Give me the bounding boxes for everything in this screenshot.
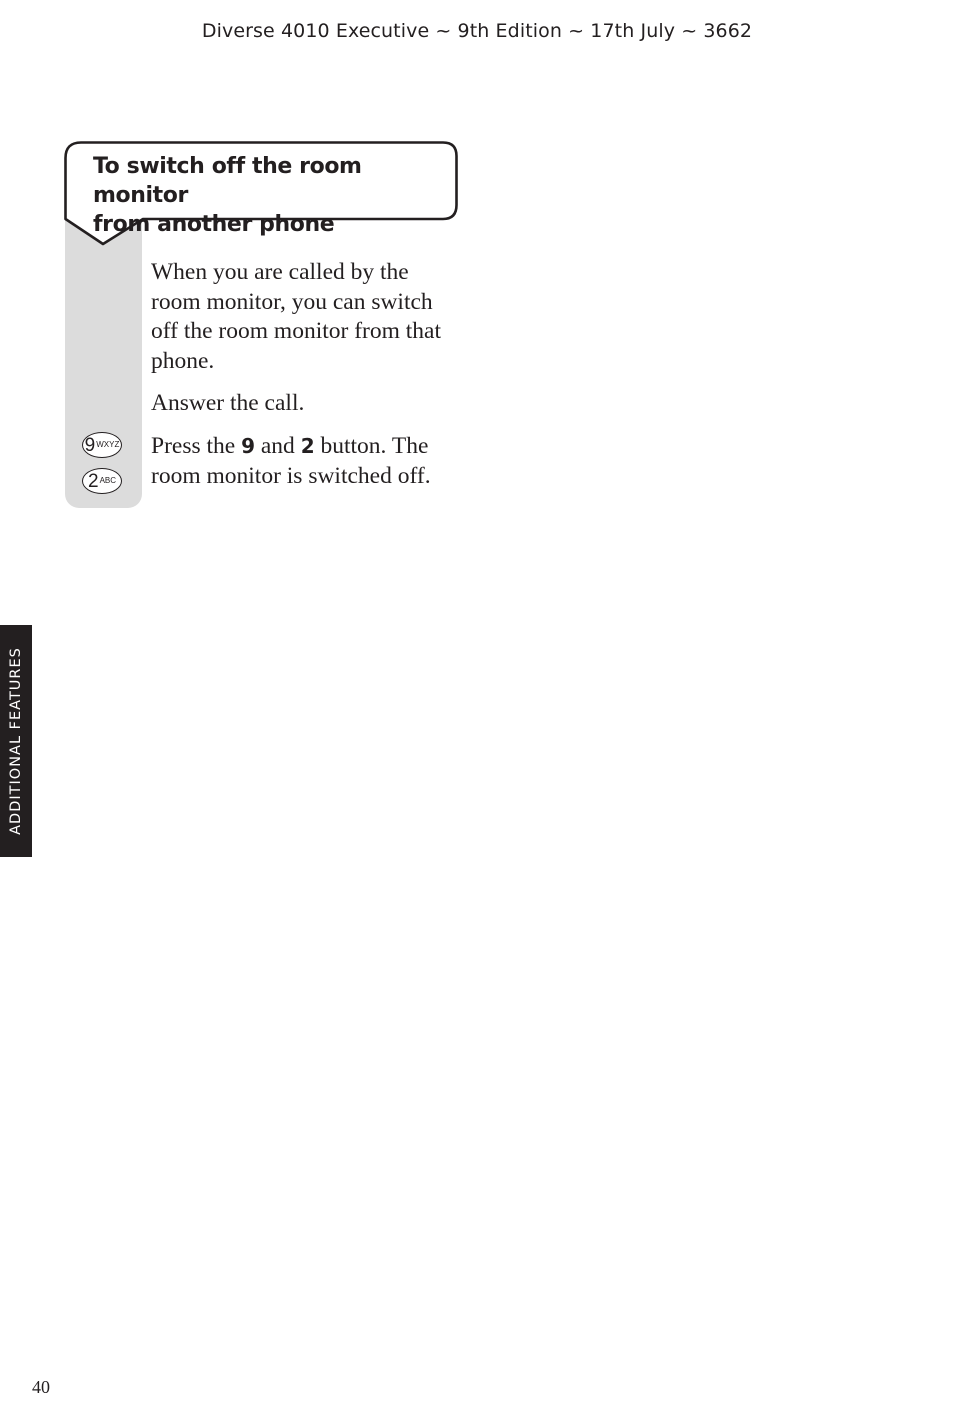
section-title [93, 152, 455, 239]
key-2-icon [82, 468, 122, 494]
running-header: Diverse 4010 Executive ~ 9th Edition ~ 17th July ~ 3662 [201, 20, 753, 42]
chapter-side-tab [0, 625, 32, 857]
page-number: 40 [32, 1377, 50, 1397]
step-text-after: button. The room monitor is switched off. [151, 433, 431, 489]
step-text-before: Press the [151, 433, 242, 459]
section-callout [63, 140, 463, 250]
key-2-reference: 2 [300, 434, 315, 458]
key-9-letters: WXYZ [96, 440, 120, 449]
step-press-buttons [151, 432, 461, 491]
key-9-reference: 9 [241, 434, 255, 458]
section-title-line-2: from another phone [93, 212, 335, 237]
key-2-number: 2 [87, 470, 99, 492]
chapter-side-tab-label: ADDITIONAL FEATURES [8, 647, 24, 835]
intro-paragraph: When you are called by the room monitor, you can switch off the room monitor from that phone. [151, 259, 441, 374]
step-answer-call: Answer the call. [151, 390, 305, 416]
key-2-letters: ABC [99, 476, 117, 485]
key-9-icon [82, 432, 122, 458]
instruction-key-column [65, 212, 142, 508]
step-text-middle: and [255, 433, 301, 459]
key-9-number: 9 [84, 434, 96, 456]
section-title-line-1: To switch off the room monitor [93, 154, 362, 208]
